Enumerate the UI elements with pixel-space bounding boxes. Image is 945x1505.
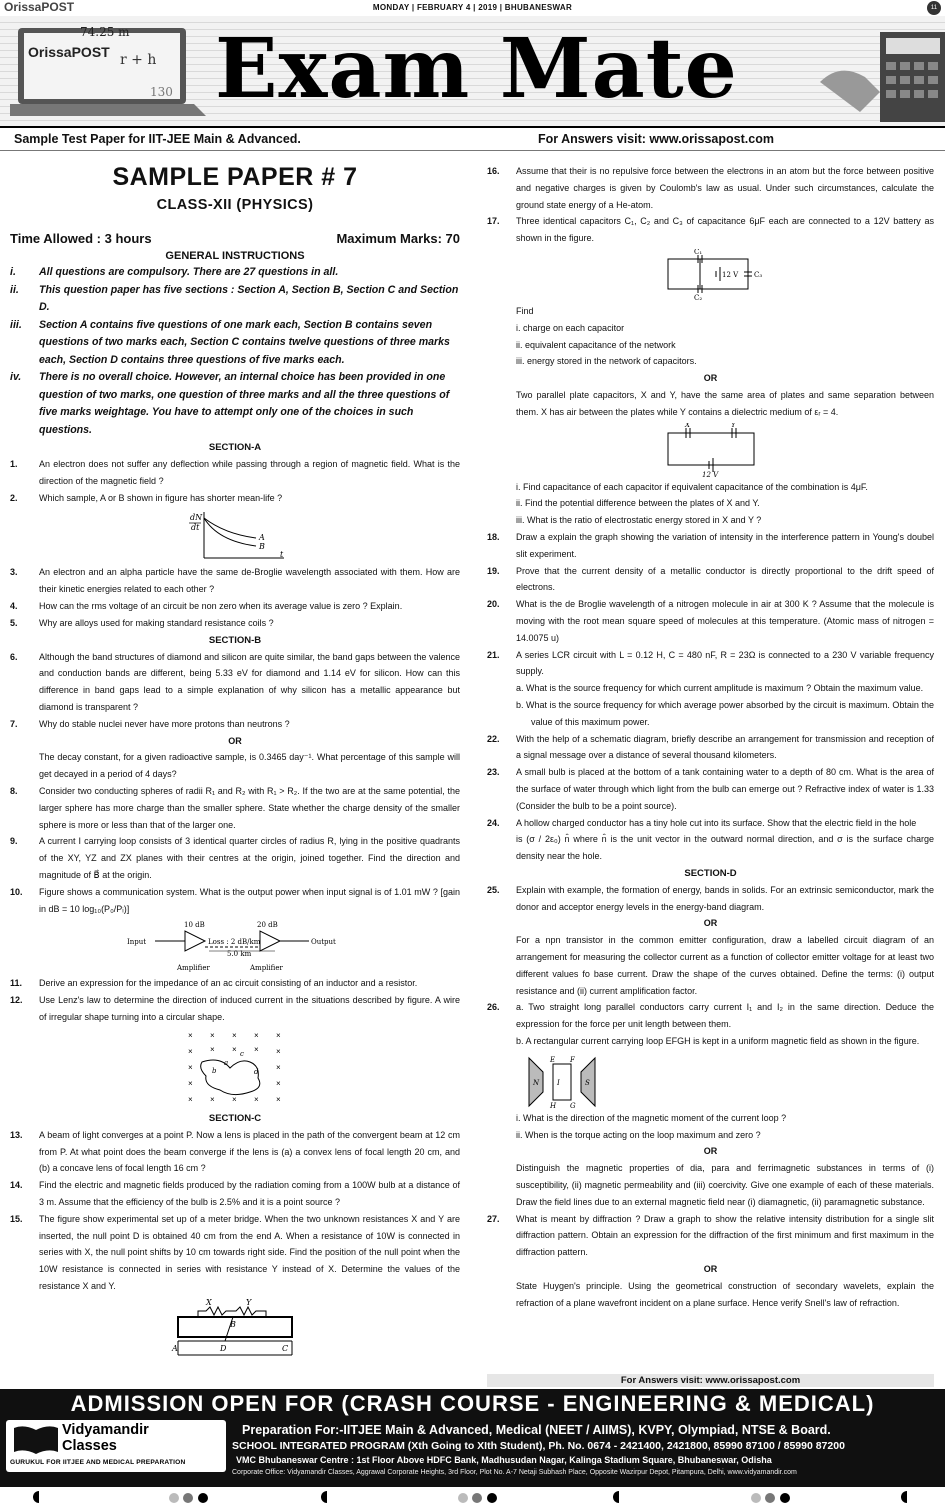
question-17-find: Find: [516, 305, 534, 316]
left-column: [10, 160, 460, 1361]
svg-text:dt: dt: [191, 523, 200, 533]
svg-text:×: ×: [254, 1030, 259, 1040]
svg-text:×: ×: [210, 1030, 215, 1040]
page-number-badge: 11: [927, 1, 941, 15]
right-column: [487, 163, 934, 1311]
question-17-part-iii: iii. energy stored in the network of capacitors.: [516, 356, 697, 367]
svg-text:C: C: [282, 1343, 289, 1353]
registration-mark-icon: [320, 1490, 334, 1504]
svg-text:74.25 m: 74.25 m: [80, 25, 130, 39]
question-24-expression: is (σ / 2ε₀) n̂ where n̂ is the unit vector in the outward normal direction, and σ is the surface charge density near the hole.: [516, 834, 934, 862]
question-21-part-b: b. What is the source frequency for which average power absorbed by the circuit is maximum. Obtain the value of this maximum power.: [516, 699, 934, 727]
communication-system-figure: [125, 919, 345, 973]
question-26-part-ii: ii. When is the torque acting on the loop maximum and zero ?: [516, 1129, 761, 1140]
vidyamandir-advertisement[interactable]: [0, 1389, 945, 1487]
question-26-part-b: b. A rectangular current carrying loop EFGH is kept in a uniform magnetic field as shown in the figure.: [516, 1036, 920, 1047]
svg-text:×: ×: [188, 1078, 193, 1088]
question-5: 5. Why are alloys used for making standard resistance coils ?: [10, 617, 274, 628]
top-strip: [0, 0, 945, 16]
svg-text:G: G: [570, 1101, 576, 1108]
svg-text:F: F: [570, 1055, 575, 1064]
section-a-heading: SECTION-A: [208, 442, 262, 453]
paper-title: SAMPLE PAPER # 7: [112, 163, 358, 191]
question-8: 8. Consider two conducting spheres of radii R₁ and R₂ with R₁ > R₂. If the two are at the same potential, the larger sphere has more charge than the smaller sphere. State whether the charge density of the smaller sphere is more or less than that of the larger one.: [10, 785, 460, 830]
svg-text:A: A: [259, 533, 265, 543]
svg-text:S: S: [585, 1078, 590, 1087]
masthead-subbar: [0, 126, 945, 151]
svg-text:C₂: C₂: [693, 293, 702, 301]
question-20: 20. What is the de Broglie wavelength of a nitrogen molecule in air at 300 K ? Assume that the molecule is moving with the root mean square speed of molecules at this temperature. (Atomic mass of nitrogen = 14.0075 u): [487, 599, 934, 643]
question-15: 15. The figure show experimental set up of a meter bridge. When the two unknown resistances X and Y are inserted, the null point D is obtained 40 cm from the end A. When a resistance of 10W is connected in series with X, the null point shifts by 10 cm towards right side. Find the position of the null point when the 10W resistance is connected in series with resistance Y instead of X. Determine the values of the resistance X and Y.: [10, 1213, 460, 1291]
or-divider: OR: [703, 1146, 718, 1157]
svg-text:×: ×: [254, 1094, 259, 1104]
svg-text:×: ×: [276, 1062, 281, 1072]
svg-text:r + h: r + h: [120, 52, 157, 68]
ad-corporate-line: Corporate Office: Vidyamandir Classes, Aggrawal Corporate Heights, 3rd Floor, Plot No. A-7 Netaji Subhash Place, Opposite Wazirpur Depot, Pitampura, Delhi, www.vidyamandir.com: [232, 1469, 797, 1476]
svg-text:Y: Y: [730, 422, 736, 429]
svg-text:×: ×: [276, 1078, 281, 1088]
section-c-heading: SECTION-C: [208, 1112, 262, 1124]
time-allowed: Time Allowed : 3 hours: [10, 231, 152, 246]
svg-text:N: N: [533, 1078, 540, 1087]
capacitor-network-figure: [656, 249, 766, 301]
svg-text:t: t: [280, 550, 284, 560]
question-13: 13. A beam of light converges at a point P. Now a lens is placed in the path of the convergent beam at 12 cm from P. At what point does the beam converge if the lens is (a) a convex lens of focal length 20 cm, and (b) a concave lens of focal length 16 cm ?: [10, 1129, 460, 1174]
question-21: 21. A series LCR circuit with L = 0.12 H, C = 480 nF, R = 23Ω is connected to a 230 V variable frequency supply.: [487, 649, 934, 677]
question-17-part-i: i. charge on each capacitor: [516, 322, 625, 333]
ad-preparation-line: Preparation For:-IITJEE Main & Advanced, Medical (NEET / AIIMS), KVPY, Olympiad, NTSE & Board.: [242, 1423, 831, 1437]
registration-dots-icon: [457, 1492, 503, 1504]
paper-class: CLASS-XII (PHYSICS): [156, 197, 314, 213]
svg-text:×: ×: [232, 1094, 237, 1104]
meter-bridge-figure: [170, 1297, 300, 1359]
svg-text:dN: dN: [190, 513, 203, 523]
brand-name: Vidyamandir Classes: [62, 1422, 149, 1454]
time-marks-line: [10, 230, 460, 248]
question-22: 22. With the help of a schematic diagram, briefly describe an arrangement for transmission and reception of a signal message over a distance of several thousand kilometers.: [487, 733, 934, 761]
svg-text:B: B: [259, 542, 265, 552]
instruction-item: iv. There is no overall choice. However, an internal choice has been provided in one question of two marks, one question of three marks and all the three questions of five marks weightage. You have to attempt only one of the choices in such questions.: [10, 371, 450, 436]
question-17-alternative-part-i: i. Find capacitance of each capacitor if equivalent capacitance of the combination is 4μF.: [516, 481, 868, 492]
laptop-illustration: [10, 22, 210, 117]
svg-text:A: A: [172, 1343, 178, 1353]
masthead: [0, 16, 945, 126]
current-loop-figure: [527, 1052, 597, 1108]
question-17-alternative-part-ii: ii. Find the potential difference between the plates of X and Y.: [516, 498, 760, 509]
svg-text:×: ×: [276, 1094, 281, 1104]
parallel-capacitors-figure: [656, 423, 766, 477]
svg-text:D: D: [220, 1343, 227, 1353]
section-b-heading: SECTION-B: [208, 634, 262, 646]
question-1: 1. An electron does not suffer any deflection while passing through a region of magnetic field. What is the direction of the magnetic field ?: [10, 459, 460, 486]
svg-text:×: ×: [188, 1046, 193, 1056]
svg-text:a: a: [224, 1058, 229, 1067]
newspaper-logo: OrissaPOST: [4, 0, 75, 14]
question-17: 17. Three identical capacitors C₁, C₂ and C₃ of capacitance 6μF each are connected to a 12V battery as shown in the figure.: [487, 216, 934, 244]
or-divider: OR: [703, 918, 718, 929]
question-17-part-ii: ii. equivalent capacitance of the network: [516, 339, 676, 350]
svg-text:×: ×: [210, 1044, 215, 1054]
decay-curve-figure: [180, 508, 290, 562]
registration-mark-icon: [612, 1490, 626, 1504]
question-11: 11. Derive an expression for the impedance of an ac circuit consisting of an inductor and a resistor.: [10, 978, 418, 989]
question-19: 19. Prove that the current density of a metallic conductor is directly proportional to the drift speed of electrons.: [487, 565, 934, 593]
registration-dots-icon: [168, 1492, 214, 1504]
dateline: MONDAY | FEBRUARY 4 | 2019 | BHUBANESWAR: [372, 3, 573, 12]
svg-text:H: H: [550, 1101, 557, 1108]
question-17-alternative: Two parallel plate capacitors, X and Y, have the same area of plates and same separation between them. X has air between the plates while Y contains a dielectric medium of εᵣ = 4.: [516, 389, 934, 417]
svg-text:×: ×: [254, 1044, 259, 1054]
or-divider: OR: [703, 1264, 718, 1275]
svg-text:5.0 km: 5.0 km: [227, 950, 252, 959]
svg-text:b: b: [212, 1066, 217, 1075]
svg-text:c: c: [240, 1049, 244, 1058]
svg-text:×: ×: [276, 1046, 281, 1056]
svg-text:130: 130: [150, 85, 173, 99]
question-21-part-a: a. What is the source frequency for which current amplitude is maximum ? Obtain the maximum value.: [516, 683, 924, 694]
question-26: 26. a. Two straight long parallel conductors carry current I₁ and I₂ in the same direction. Deduce the expression for the force per unit length between them.: [487, 1002, 934, 1030]
masthead-title: Exam Mate: [215, 21, 738, 117]
or-divider: OR: [228, 735, 242, 746]
question-4: 4. How can the rms voltage of an circuit be non zero when its average value is zero ? Explain.: [10, 600, 403, 611]
svg-text:×: ×: [232, 1030, 237, 1040]
svg-text:12 V: 12 V: [701, 470, 718, 477]
subbar-answers-link[interactable]: For Answers visit: www.orissapost.com: [538, 132, 774, 146]
laptop-logo-text: OrissaPOST: [28, 44, 110, 60]
question-14: 14. Find the electric and magnetic fields produced by the radiation coming from a 100W bulb at a distance of 3 m. Assume that the efficiency of the bulb is 2.5% and it is a point source ?: [10, 1180, 460, 1207]
calculator-illustration: [820, 22, 945, 122]
svg-text:E: E: [550, 1055, 556, 1064]
question-27-alternative: State Huygen's principle. Using the geometrical construction of secondary wavelets, explain the refraction of a plane wavefront incident on a plane surface. Hence verify Snell's law of refraction.: [516, 1280, 934, 1308]
open-book-icon: [10, 1422, 62, 1456]
lenz-law-figure: [180, 1028, 290, 1108]
question-25-alternative: For a npn transistor in the common emitter configuration, draw a labelled circuit diagram of an arrangement for measuring the collector current as a function of collector emitter voltage for at least two different values fo base current. Draw the shape of the curves obtained. Define the terms: (i) output resistance and (ii) current amplification factor.: [516, 935, 934, 996]
ad-program-line: SCHOOL INTEGRATED PROGRAM (Xth Going to XIth Student), Ph. No. 0674 - 2421400, 2421800, 85990 87100 / 85990 87200: [232, 1440, 845, 1452]
question-12: 12. Use Lenz's law to determine the direction of induced current in the situations described by figure. A wire of irregular shape turning into a circular shape.: [10, 995, 460, 1022]
svg-text:×: ×: [232, 1044, 237, 1054]
question-7-alternative: The decay constant, for a given radioactive sample, is 0.3465 day⁻¹. What percentage of this sample will get decayed in a period of 4 days?: [39, 752, 460, 780]
question-24: 24. A hollow charged conductor has a tiny hole cut into its surface. Show that the electric field in the hole: [487, 817, 917, 828]
subbar-left-text: Sample Test Paper for IIT-JEE Main & Advanced.: [14, 132, 301, 146]
svg-text:×: ×: [276, 1030, 281, 1040]
section-d-heading: SECTION-D: [684, 867, 737, 879]
registration-dots-icon: [750, 1492, 796, 1504]
general-instructions-heading: GENERAL INSTRUCTIONS: [165, 250, 305, 262]
question-16: 16. Assume that their is no repulsive force between the electrons in an atom but the force between positive and negative charges is given by Coulomb's law as usual. Under such circumstances, calculate the ground state energy of a He-atom.: [487, 166, 934, 210]
svg-text:Loss : 2 dB/km: Loss : 2 dB/km: [208, 938, 261, 947]
or-divider: OR: [703, 373, 718, 384]
question-26-alternative: Distinguish the magnetic properties of dia, para and ferrimagnetic substances in terms of (i) susceptibility, (ii) magnetic permeability and (iii) coercivity. Give one example of each of these materials. Draw the field lines due to an external magnetic field near (i) diamagnetic, (ii) paramagnetic substance.: [516, 1163, 934, 1207]
svg-text:10 dB: 10 dB: [184, 921, 205, 930]
svg-text:d: d: [254, 1067, 259, 1076]
svg-text:×: ×: [188, 1030, 193, 1040]
svg-text:Input: Input: [127, 938, 147, 947]
instruction-item: iii. Section A contains five questions of one mark each, Section B contains seven questions of two marks each, Section C contains twelve questions of three marks each, Section D contains three questions of five marks each.: [10, 318, 450, 366]
question-10: 10. Figure shows a communication system. What is the output power when input signal is of 1.01 mW ? [gain in dB = 10 log₁₀(P₀/Pᵢ)]: [10, 886, 460, 914]
brand-tagline: GURUKUL FOR IITJEE AND MEDICAL PREPARATION: [10, 1459, 186, 1466]
registration-mark-icon: [32, 1490, 46, 1504]
question-9: 9. A current I carrying loop consists of 3 identical quarter circles of radius R, lying in the positive quadrants of the XY, YZ and ZX planes with their centres at the origin, joined together. Find the direction and magnitude of B⃗ at the origin.: [10, 836, 460, 880]
maximum-marks: Maximum Marks: 70: [336, 231, 460, 246]
question-7: 7. Why do stable nuclei never have more protons than neutrons ?: [10, 718, 290, 729]
ad-headline: ADMISSION OPEN FOR (CRASH COURSE - ENGINEERING & MEDICAL): [70, 1391, 875, 1416]
question-17-alternative-part-iii: iii. What is the ratio of electrostatic energy stored in X and Y ?: [516, 515, 762, 526]
question-18: 18. Draw a explain the graph showing the variation of intensity in the interference pattern in Young's doubel slit experiment.: [487, 531, 934, 559]
svg-text:20 dB: 20 dB: [257, 921, 278, 930]
ad-centre-line: VMC Bhubaneswar Centre : 1st Floor Above HDFC Bank, Madhusudan Nagar, Kalinga Stadium Square, Bhubaneswar, Odisha: [236, 1455, 772, 1465]
svg-text:I: I: [557, 1078, 560, 1087]
answers-link-bar[interactable]: For Answers visit: www.orissapost.com: [487, 1374, 934, 1387]
question-23: 23. A small bulb is placed at the bottom of a tank containing water to a depth of 80 cm. What is the area of the surface of water through which light from the bulb can emerge out ? Refractive index of water is 1.33 (Consider the bulb to be a point source).: [487, 767, 934, 811]
svg-text:Amplifier: Amplifier: [250, 964, 283, 973]
svg-text:12 V: 12 V: [721, 270, 738, 279]
svg-text:C₃: C₃: [753, 270, 762, 279]
svg-text:×: ×: [188, 1094, 193, 1104]
svg-text:×: ×: [210, 1094, 215, 1104]
svg-text:C₁: C₁: [693, 248, 702, 256]
question-27: 27. What is meant by diffraction ? Draw a graph to show the relative intensity distribution for a single slit diffraction pattern. Obtain an expression for the diffraction of the first minimum and first maximum in the diffraction pattern.: [487, 1213, 934, 1258]
question-6: 6. Although the band structures of diamond and silicon are quite similar, the band gaps between the valence and conduction bands are different, being 5.33 eV for diamond and 1.14 eV for silicon. How can this difference in band gaps lead to a simple explanation of why silicon has a metallic appearance but diamond is transparent ?: [10, 651, 460, 712]
svg-text:×: ×: [188, 1062, 193, 1072]
registration-mark-icon: [900, 1490, 914, 1504]
svg-text:X: X: [684, 422, 690, 429]
question-26-part-i: i. What is the direction of the magnetic moment of the current loop ?: [516, 1112, 787, 1123]
question-25: 25. Explain with example, the formation of energy, bands in solids. For an extrinsic semiconductor, mark the donor and acceptor energy levels in the energy-band diagram.: [487, 884, 934, 912]
svg-text:Y: Y: [246, 1297, 252, 1307]
question-3: 3. An electron and an alpha particle have the same de-Broglie wavelength associated with them. How are their kinetic energies related to each other ?: [10, 567, 460, 595]
instruction-item: i. All questions are compulsory. There are 27 questions in all.: [10, 266, 339, 278]
svg-text:Amplifier: Amplifier: [177, 964, 210, 973]
svg-text:B: B: [230, 1319, 236, 1329]
svg-text:Output: Output: [311, 938, 336, 947]
svg-text:X: X: [206, 1297, 212, 1307]
instruction-item: ii. This question paper has five sections : Section A, Section B, Section C and Section D.: [10, 283, 459, 313]
question-2: 2. Which sample, A or B shown in figure has shorter mean-life ?: [10, 492, 283, 503]
